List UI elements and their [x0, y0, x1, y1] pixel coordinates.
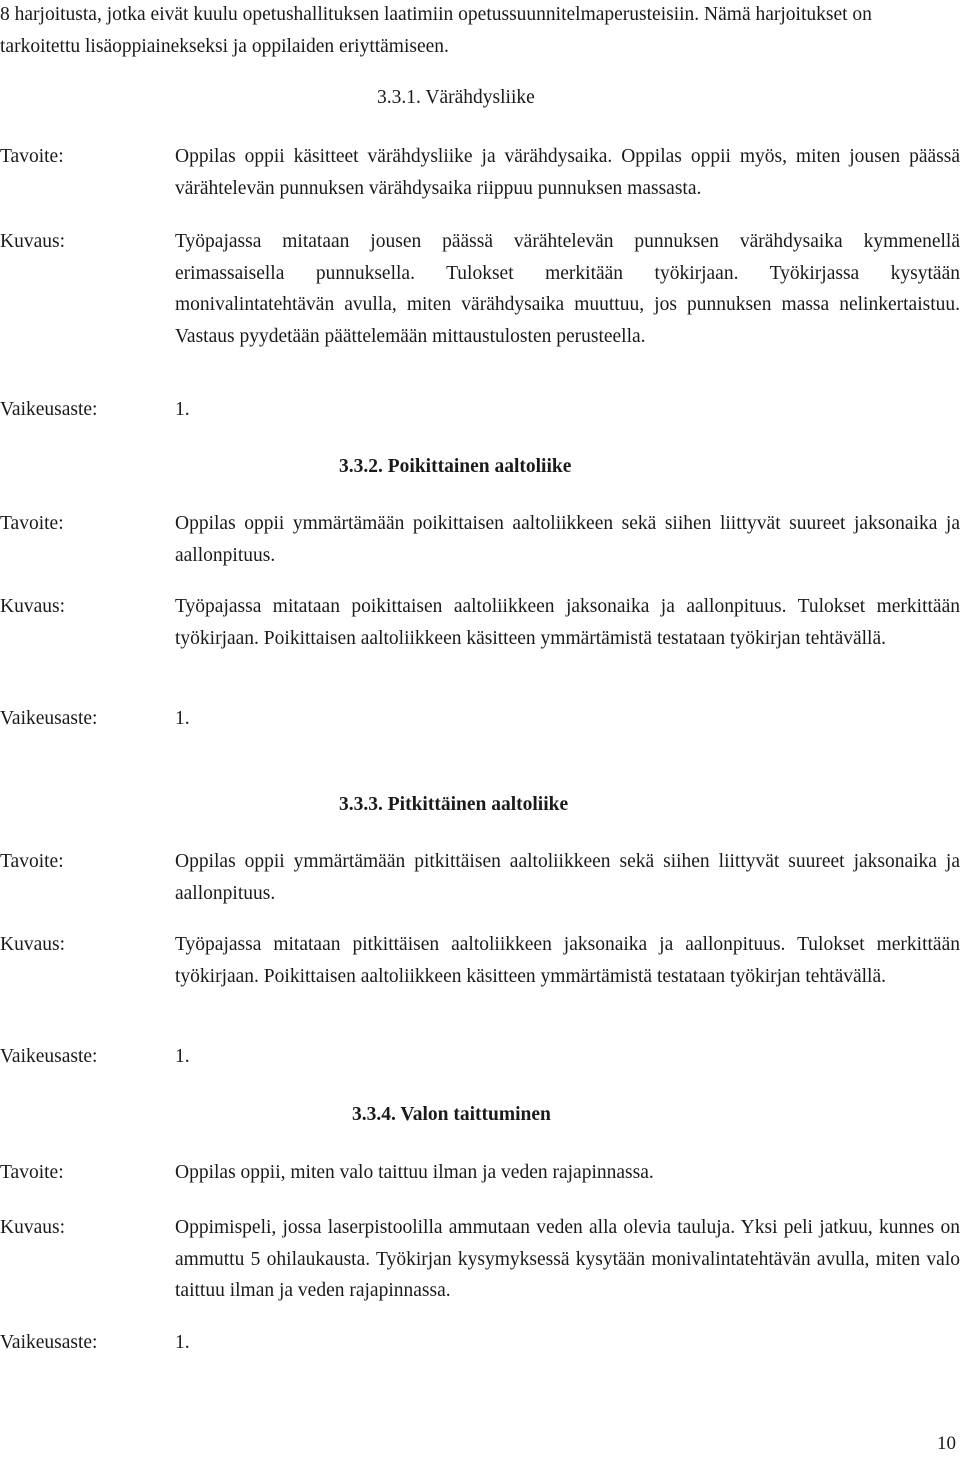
section-number: 3.3.2. — [339, 456, 383, 477]
section-number: 3.3.4. — [352, 1104, 396, 1125]
section-heading — [352, 1099, 551, 1131]
kuvaus-label: Kuvaus: — [0, 231, 65, 252]
page-number: 10 — [937, 1433, 956, 1454]
tavoite-label: Tavoite: — [0, 513, 64, 534]
tavoite-text: Oppilas oppii, miten valo taittuu ilman ja veden rajapinnassa. — [175, 1162, 654, 1183]
intro-paragraph: 8 harjoitusta, jotka eivät kuulu opetushallituksen laatimiin opetussuunnitelmaperusteisiin. Nämä harjoitukset on tarkoitettu lisäoppiainekseksi ja oppilaiden eriyttämiseen. — [0, 4, 872, 57]
tavoite-text: Oppilas oppii käsitteet värähdysliike ja värähdysaika. Oppilas oppii myös, miten jousen päässä värähtelevän punnuksen värähdysaika riippuu punnuksen massasta. — [175, 146, 960, 199]
section-number: 3.3.3. — [339, 794, 383, 815]
section-title: Valon taittuminen — [400, 1104, 551, 1125]
section-title: Pitkittäinen aaltoliike — [387, 794, 569, 815]
tavoite-text: Oppilas oppii ymmärtämään poikittaisen aaltoliikkeen sekä siihen liittyvät suureet jaksonaika ja aallonpituus. — [175, 513, 960, 566]
tavoite-label: Tavoite: — [0, 851, 64, 872]
section-number: 3.3.1. — [377, 87, 421, 108]
section-heading — [339, 451, 571, 483]
vaikeusaste-label: Vaikeusaste: — [0, 399, 98, 420]
kuvaus-label: Kuvaus: — [0, 596, 65, 617]
vaikeusaste-value: 1. — [175, 399, 190, 420]
vaikeusaste-label: Vaikeusaste: — [0, 708, 98, 729]
kuvaus-text: Työpajassa mitataan jousen päässä värähtelevän punnuksen värähdysaika kymmenellä erimassaisella punnuksella. Tulokset merkitään työkirjaan. Työkirjassa kysytään monivalintatehtävän avulla, miten värähdysaika muuttuu, jos punnuksen massa nelinkertaistuu. Vastaus pyydetään päättelemään mittaustulosten perusteella. — [175, 231, 960, 347]
kuvaus-label: Kuvaus: — [0, 934, 65, 955]
vaikeusaste-value: 1. — [175, 708, 190, 729]
section-title: Värähdysliike — [425, 87, 535, 108]
vaikeusaste-value: 1. — [175, 1046, 190, 1067]
section-heading — [377, 82, 535, 114]
kuvaus-label: Kuvaus: — [0, 1217, 65, 1238]
section-heading — [339, 789, 568, 821]
vaikeusaste-label: Vaikeusaste: — [0, 1332, 98, 1353]
kuvaus-text: Oppimispeli, jossa laserpistoolilla ammutaan veden alla olevia tauluja. Yksi peli jatkuu, kunnes on ammuttu 5 ohilaukausta. Työkirjan kysymyksessä kysytään monivalintatehtävän avulla, miten valo taittuu ilman ja veden rajapinnassa. — [175, 1217, 960, 1301]
tavoite-text: Oppilas oppii ymmärtämään pitkittäisen aaltoliikkeen sekä siihen liittyvät suureet jaksonaika ja aallonpituus. — [175, 851, 960, 904]
section-title: Poikittainen aaltoliike — [387, 456, 572, 477]
vaikeusaste-value: 1. — [175, 1332, 190, 1353]
kuvaus-text: Työpajassa mitataan poikittaisen aaltoliikkeen jaksonaika ja aallonpituus. Tulokset merkittään työkirjaan. Poikittaisen aaltoliikkeen käsitteen ymmärtämistä testataan työkirjan tehtävällä. — [175, 596, 960, 649]
vaikeusaste-label: Vaikeusaste: — [0, 1046, 98, 1067]
tavoite-label: Tavoite: — [0, 1162, 64, 1183]
tavoite-label: Tavoite: — [0, 146, 64, 167]
kuvaus-text: Työpajassa mitataan pitkittäisen aaltoliikkeen jaksonaika ja aallonpituus. Tulokset merkittään työkirjaan. Poikittaisen aaltoliikkeen käsitteen ymmärtämistä testataan työkirjan tehtävällä. — [175, 934, 960, 987]
